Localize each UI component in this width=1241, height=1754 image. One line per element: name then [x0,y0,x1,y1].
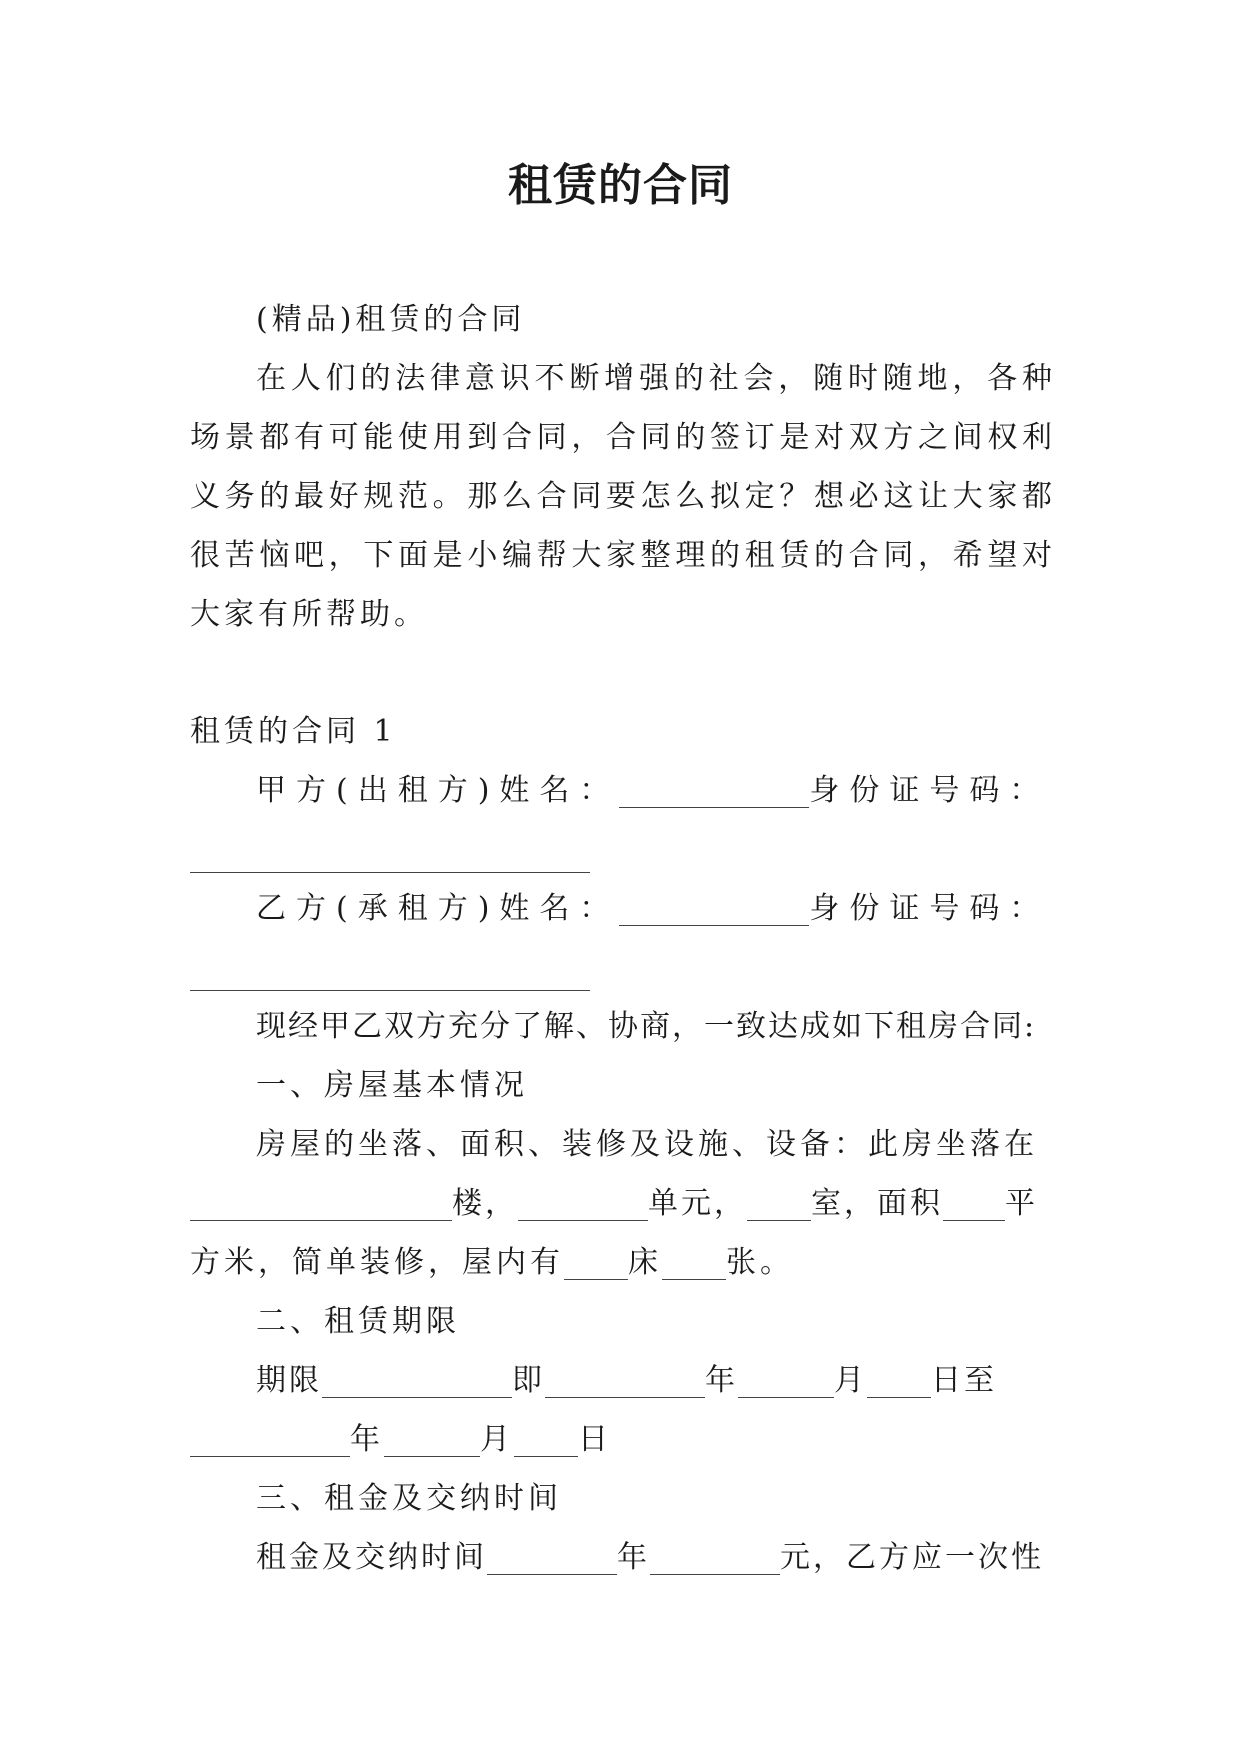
rent-year-blank [487,1534,617,1575]
building-blank [190,1180,452,1221]
section2-qixian: 期限 [256,1363,322,1398]
start-month-blank [738,1357,834,1398]
party-b-id-blank [190,950,590,991]
room-blank [747,1180,811,1221]
section3-yuan: 元，乙方应一次性 [780,1540,1044,1575]
section1-heading: 一、房屋基本情况 [256,1068,528,1103]
term-blank [322,1357,512,1398]
area-blank [943,1180,1005,1221]
intro-paragraph: 在人们的法律意识不断增强的社会，随时随地，各种场景都有可能使用到合同，合同的签订是对双方之间权利义务的最好规范。那么合同要怎么拟定？想必这让大家都很苦恼吧，下面是小编帮大家整理的租赁的合同，希望对大家有所帮助。 [190,361,1056,632]
section2-line-b [190,1410,1056,1469]
document-body [190,290,1056,1587]
section1-ping: 平 [1005,1186,1038,1221]
party-a-id-label: 身份证号码： [809,773,1050,808]
section1-zhang: 张。 [726,1245,794,1280]
section2-heading: 二、租赁期限 [256,1304,460,1339]
bed-count-blank [662,1239,726,1280]
end-day-blank [514,1416,578,1457]
party-b-name-blank [619,885,809,926]
section2-nian: 年 [705,1363,738,1398]
party-a-id-blank [190,832,590,873]
bed-blank [564,1239,628,1280]
section1-fangmi: 方米，简单装修，屋内有 [190,1245,564,1280]
section2-yue: 月 [834,1363,867,1398]
section1-line-c [190,1233,1056,1292]
contract-heading: 租赁的合同 1 [190,714,397,749]
party-a-label: 甲方(出租方)姓名： [256,773,620,808]
start-day-blank [867,1357,931,1398]
agreement-intro: 现经甲乙双方充分了解、协商，一致达成如下租房合同: [256,1009,1037,1044]
section3-line-a [190,1528,1056,1587]
section2-line-a [190,1351,1056,1410]
section1-lou: 楼， [452,1186,518,1221]
party-b-id-blank-row [190,938,1056,997]
paragraph-spacer [190,644,1056,702]
end-year-blank [190,1416,350,1457]
unit-blank [518,1180,648,1221]
end-month-blank [384,1416,480,1457]
section2-ri2: 日 [578,1422,612,1457]
section1-chuang: 床 [628,1245,662,1280]
section1-text-a: 房屋的坐落、面积、装修及设施、设备：此房坐落在 [256,1127,1038,1162]
document-title: 租赁的合同 [508,160,733,211]
section2-ji: 即 [512,1363,545,1398]
section1-danyuan: 单元， [648,1186,747,1221]
section1-shi: 室，面积 [811,1186,943,1221]
section2-rizhi: 日至 [931,1363,997,1398]
section3-heading: 三、租金及交纳时间 [256,1481,562,1516]
section2-nian2: 年 [350,1422,384,1457]
party-b-label: 乙方(承租方)姓名： [256,891,620,926]
section1-line-b [190,1174,1056,1233]
party-a-line [190,761,1056,820]
party-a-id-blank-row [190,820,1056,879]
party-a-name-blank [619,767,809,808]
party-b-id-label: 身份证号码： [809,891,1050,926]
party-b-line [190,879,1056,938]
start-year-blank [545,1357,705,1398]
section2-yue2: 月 [480,1422,514,1457]
section3-nian: 年 [617,1540,650,1575]
intro-label: (精品)租赁的合同 [256,302,526,337]
rent-amount-blank [650,1534,780,1575]
section3-a: 租金及交纳时间 [256,1540,487,1575]
